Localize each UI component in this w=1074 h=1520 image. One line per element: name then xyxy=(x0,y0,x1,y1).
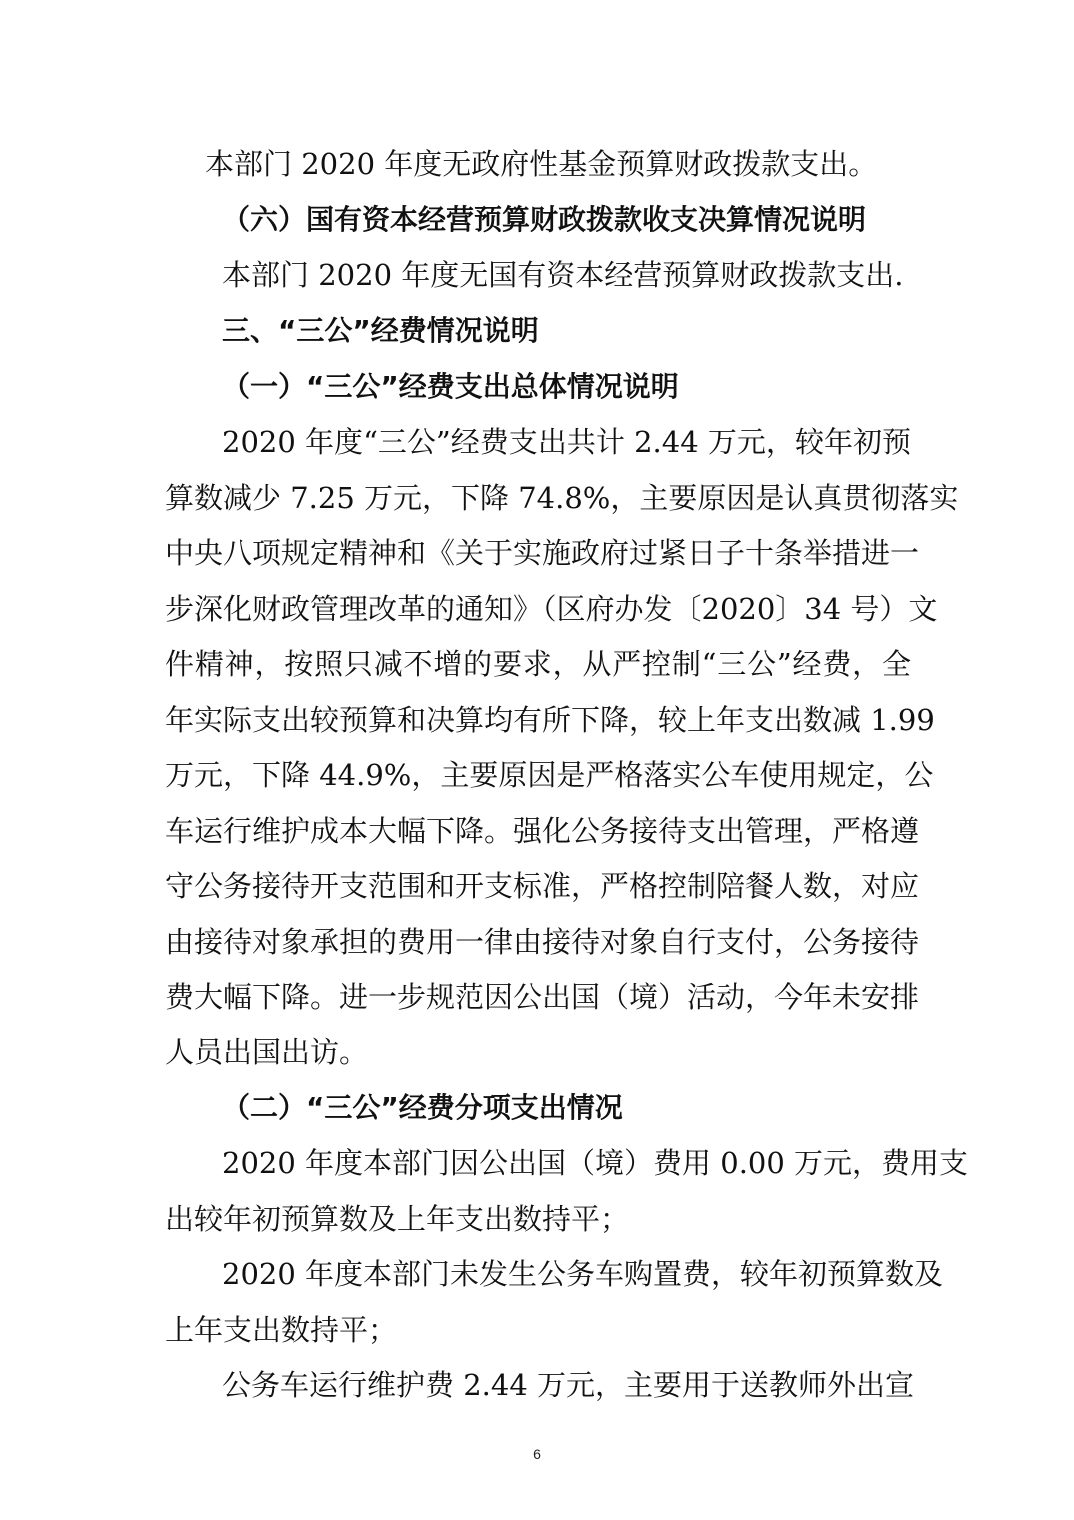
paragraph-line: 算数减少 7.25 万元，下降 74.8%，主要原因是认真贯彻落实 xyxy=(165,481,959,515)
section-heading: （六）国有资本经营预算财政拨款收支决算情况说明 xyxy=(222,203,867,236)
paragraph-line: 人员出国出访。 xyxy=(165,1035,369,1069)
paragraph-line: 本部门 2020 年度无国有资本经营预算财政拨款支出. xyxy=(222,258,904,292)
paragraph-line: 本部门 2020 年度无政府性基金预算财政拨款支出。 xyxy=(205,147,878,181)
paragraph-line: 步深化财政管理改革的通知》（区府办发〔2020〕34 号）文 xyxy=(165,592,938,626)
paragraph-line: 上年支出数持平； xyxy=(165,1313,398,1347)
paragraph-line: 费大幅下降。进一步规范因公出国（境）活动，今年未安排 xyxy=(165,980,920,1014)
paragraph-line: 守公务接待开支范围和开支标准，严格控制陪餐人数，对应 xyxy=(165,869,920,903)
paragraph-line: 车运行维护成本大幅下降。强化公务接待支出管理，严格遵 xyxy=(165,814,920,848)
section-heading: （一）“三公”经费支出总体情况说明 xyxy=(222,370,679,403)
paragraph-line: 万元，下降 44.9%，主要原因是严格落实公车使用规定，公 xyxy=(165,758,934,792)
paragraph-line: 由接待对象承担的费用一律由接待对象自行支付，公务接待 xyxy=(165,925,920,959)
section-heading: （二）“三公”经费分项支出情况 xyxy=(222,1091,623,1124)
page-number: 6 xyxy=(533,1446,541,1462)
section-heading: 三、“三公”经费情况说明 xyxy=(222,314,539,347)
paragraph-line: 2020 年度本部门因公出国（境）费用 0.00 万元，费用支 xyxy=(222,1146,969,1180)
paragraph-line: 2020 年度“三公”经费支出共计 2.44 万元，较年初预 xyxy=(222,425,911,459)
paragraph-line: 公务车运行维护费 2.44 万元，主要用于送教师外出宣 xyxy=(222,1368,915,1402)
paragraph-line: 出较年初预算数及上年支出数持平； xyxy=(165,1202,630,1236)
paragraph-line: 2020 年度本部门未发生公务车购置费，较年初预算数及 xyxy=(222,1257,944,1291)
paragraph-line: 年实际支出较预算和决算均有所下降，较上年支出数减 1.99 xyxy=(165,703,935,737)
paragraph-line: 件精神，按照只减不增的要求，从严控制“三公”经费，全 xyxy=(165,647,911,681)
paragraph-line: 中央八项规定精神和《关于实施政府过紧日子十条举措进一 xyxy=(165,536,920,570)
